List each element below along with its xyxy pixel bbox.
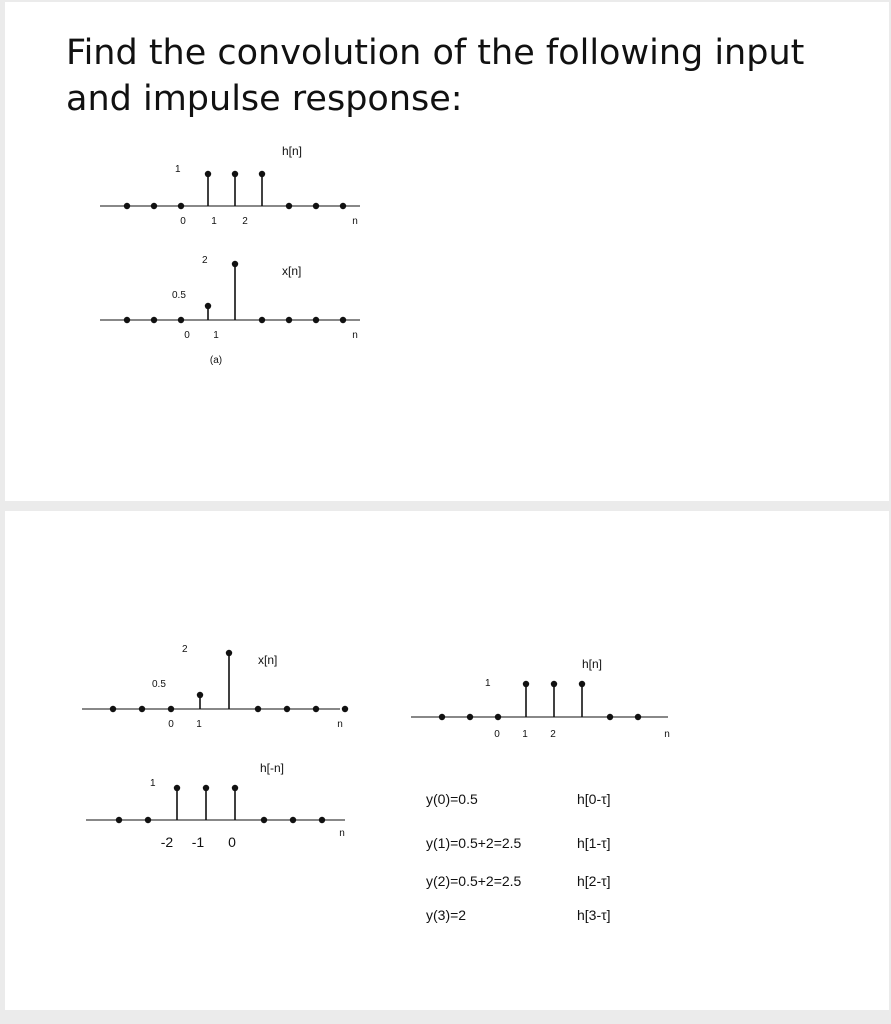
top-h-stem-plot xyxy=(100,144,360,227)
figure-caption: (a) xyxy=(209,355,223,366)
top-x-stems-point-2 xyxy=(178,317,184,323)
convolution-results xyxy=(426,791,611,923)
result-y0: y(0)=0.5 xyxy=(426,791,478,807)
bottom-hrev-axis-label: n xyxy=(339,828,345,839)
top-x-stems-point-4 xyxy=(232,261,238,267)
result-y3: y(3)=2 xyxy=(426,907,467,923)
bottom-x-label: x[n] xyxy=(258,653,278,667)
bottom-h-stems xyxy=(439,681,641,720)
bottom-hrev-stems xyxy=(116,785,325,823)
top-x-stems-point-0 xyxy=(124,317,130,323)
result-h0: h[0-τ] xyxy=(577,791,611,807)
top-x-stems-point-5 xyxy=(259,317,265,323)
top-h-stems-point-3 xyxy=(205,171,211,177)
top-x-tick-0: 0 xyxy=(184,330,190,341)
title-line-1: Find the convolution of the following input xyxy=(66,33,805,73)
top-x-tick-1: 1 xyxy=(213,330,219,341)
bottom-h-stems-point-2 xyxy=(495,714,501,720)
top-x-axis-label: n xyxy=(352,330,358,341)
bottom-hrev-stems-point-7 xyxy=(319,817,325,823)
bottom-h-tick-2: 2 xyxy=(550,729,556,740)
bottom-x-axis-label: n xyxy=(337,719,343,730)
top-h-stems-point-7 xyxy=(313,203,319,209)
bottom-hrev-stem-plot xyxy=(86,761,345,850)
bottom-hrev-value-label: 1 xyxy=(150,778,156,789)
top-x-stem-plot xyxy=(100,255,360,366)
top-h-tick-2: 2 xyxy=(242,216,248,227)
top-x-stems xyxy=(124,261,346,323)
bottom-h-stem-plot xyxy=(411,657,670,740)
bottom-hrev-stems-point-0 xyxy=(116,817,122,823)
bottom-x-tick-0: 0 xyxy=(168,719,174,730)
result-h1: h[1-τ] xyxy=(577,835,611,851)
bottom-x-tick-1: 1 xyxy=(196,719,202,730)
top-x-stems-point-1 xyxy=(151,317,157,323)
bottom-x-stems-point-0 xyxy=(110,706,116,712)
bottom-x-stems-point-7 xyxy=(313,706,319,712)
bottom-h-stems-point-1 xyxy=(467,714,473,720)
bottom-h-label: h[n] xyxy=(582,657,603,671)
bottom-h-stems-point-6 xyxy=(607,714,613,720)
bottom-hrev-tick-2: 0 xyxy=(228,834,236,850)
bottom-x-stems-point-4 xyxy=(226,650,232,656)
bottom-hrev-stems-point-2 xyxy=(174,785,180,791)
result-y1: y(1)=0.5+2=2.5 xyxy=(426,835,522,851)
bottom-hrev-stems-point-6 xyxy=(290,817,296,823)
bottom-x-stems-point-3 xyxy=(197,692,203,698)
top-h-stems-point-1 xyxy=(151,203,157,209)
top-x-stems-point-6 xyxy=(286,317,292,323)
bottom-x-value-label-0: 0.5 xyxy=(152,679,166,690)
top-h-value-label: 1 xyxy=(175,164,181,175)
title-line-2: and impulse response: xyxy=(66,79,463,119)
result-h2: h[2-τ] xyxy=(577,873,611,889)
top-h-stems-point-4 xyxy=(232,171,238,177)
top-h-label: h[n] xyxy=(282,144,303,158)
bottom-x-value-label-1: 2 xyxy=(182,644,188,655)
bottom-h-stems-point-0 xyxy=(439,714,445,720)
top-x-value-label-0: 0.5 xyxy=(172,290,186,301)
bottom-hrev-tick-0: -2 xyxy=(160,834,174,850)
bottom-hrev-label: h[-n] xyxy=(260,761,285,775)
bottom-h-stems-point-5 xyxy=(579,681,585,687)
bottom-x-stem-plot xyxy=(82,644,348,730)
top-x-label: x[n] xyxy=(282,264,302,278)
top-x-stems-point-3 xyxy=(205,303,211,309)
bottom-x-stems-point-5 xyxy=(255,706,261,712)
top-h-axis-label: n xyxy=(352,216,358,227)
bottom-x-stems-point-6 xyxy=(284,706,290,712)
bottom-hrev-stems-point-3 xyxy=(203,785,209,791)
top-x-stems-point-7 xyxy=(313,317,319,323)
bottom-hrev-stems-point-5 xyxy=(261,817,267,823)
bottom-hrev-stems-point-1 xyxy=(145,817,151,823)
bottom-x-stems-point-8 xyxy=(342,706,348,712)
result-y2: y(2)=0.5+2=2.5 xyxy=(426,873,522,889)
bottom-h-tick-0: 0 xyxy=(494,729,500,740)
bottom-h-value-label: 1 xyxy=(485,678,491,689)
bottom-h-tick-1: 1 xyxy=(522,729,528,740)
bottom-h-stems-point-3 xyxy=(523,681,529,687)
bottom-h-stems-point-4 xyxy=(551,681,557,687)
top-h-stems-point-2 xyxy=(178,203,184,209)
bottom-x-stems-point-2 xyxy=(168,706,174,712)
top-h-stems-point-5 xyxy=(259,171,265,177)
top-x-stems-point-8 xyxy=(340,317,346,323)
result-h3: h[3-τ] xyxy=(577,907,611,923)
bottom-hrev-stems-point-4 xyxy=(232,785,238,791)
top-h-stems-point-8 xyxy=(340,203,346,209)
top-x-value-label-1: 2 xyxy=(202,255,208,266)
top-h-tick-0: 0 xyxy=(180,216,186,227)
top-h-stems xyxy=(124,171,346,209)
bottom-hrev-tick-1: -1 xyxy=(191,834,205,850)
top-h-tick-1: 1 xyxy=(211,216,217,227)
top-h-stems-point-6 xyxy=(286,203,292,209)
bottom-h-axis-label: n xyxy=(664,729,670,740)
bottom-h-stems-point-7 xyxy=(635,714,641,720)
bottom-x-stems xyxy=(110,650,348,712)
bottom-x-stems-point-1 xyxy=(139,706,145,712)
top-h-stems-point-0 xyxy=(124,203,130,209)
